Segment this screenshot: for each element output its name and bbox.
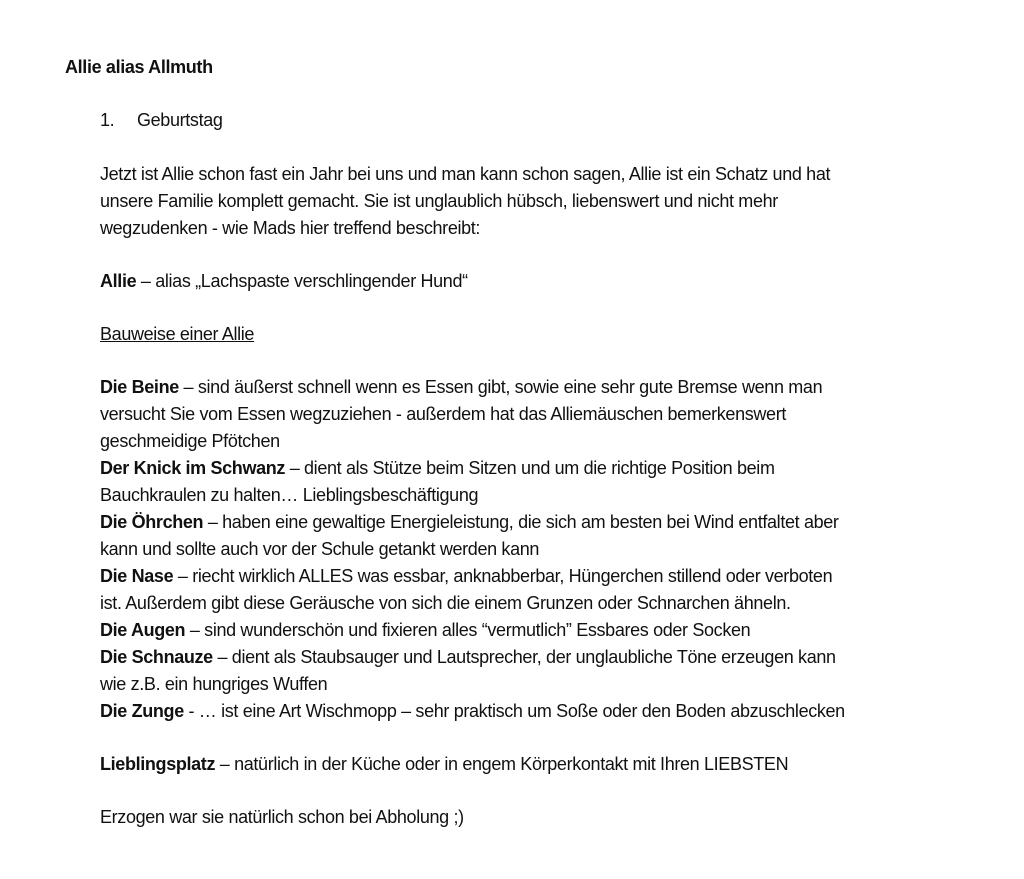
part-line (100, 700, 845, 722)
part-line (100, 646, 836, 668)
part-text: – haben eine gewaltige Energieleistung, die sich am besten bei Wind entfaltet aber (203, 512, 839, 532)
part-line: ist. Außerdem gibt diese Geräusche von sich die einem Grunzen oder Schnarchen ähneln. (100, 593, 791, 613)
part-title: Die Augen (100, 620, 186, 640)
alias-text: – alias „Lachspaste verschlingender Hund“ (136, 271, 468, 291)
part-text: – dient als Staubsauger und Lautsprecher, der unglaubliche Töne erzeugen kann (212, 647, 836, 667)
closing-line: Erzogen war sie natürlich schon bei Abholung ;) (100, 807, 464, 827)
favorite-bold: Lieblingsplatz (100, 754, 216, 774)
part-line: versucht Sie vom Essen wegzuziehen - außerdem hat das Alliemäuschen bemerkenswert (100, 404, 786, 424)
alias-bold: Allie (100, 271, 137, 291)
part-text: - … ist eine Art Wischmopp – sehr praktisch um Soße oder den Boden abzuschlecken (183, 701, 845, 721)
part-title: Die Öhrchen (100, 512, 204, 532)
part-line (100, 565, 832, 587)
favorite-line (100, 753, 788, 775)
part-line (100, 511, 839, 533)
part-title: Die Beine (100, 377, 179, 397)
part-text: – sind wunderschön und fixieren alles “vermutlich” Essbares oder Socken (185, 620, 751, 640)
part-text: – sind äußerst schnell wenn es Essen gibt, sowie eine sehr gute Bremse wenn man (178, 377, 823, 397)
favorite-text: – natürlich in der Küche oder in engem Körperkontakt mit Ihren LIEBSTEN (215, 754, 789, 774)
intro-line: wegzudenken - wie Mads hier treffend beschreibt: (100, 218, 481, 238)
alias-line (100, 270, 468, 292)
part-line: geschmeidige Pfötchen (100, 431, 280, 451)
part-title: Die Nase (100, 566, 174, 586)
part-line (100, 457, 775, 479)
part-line: wie z.B. ein hungriges Wuffen (100, 674, 328, 694)
part-line (100, 619, 750, 641)
part-line: Bauchkraulen zu halten… Lieblingsbeschäftigung (100, 485, 479, 505)
list-item-number: 1. (100, 110, 115, 130)
part-title: Die Schnauze (100, 647, 213, 667)
document-title: Allie alias Allmuth (65, 57, 213, 77)
part-title: Der Knick im Schwanz (100, 458, 286, 478)
intro-line: unsere Familie komplett gemacht. Sie ist unglaublich hübsch, liebenswert und nicht mehr (100, 191, 778, 211)
part-line: kann und sollte auch vor der Schule getankt werden kann (100, 539, 540, 559)
section-heading: Bauweise einer Allie (100, 324, 255, 344)
part-text: – riecht wirklich ALLES was essbar, anknabberbar, Hüngerchen stillend oder verboten (173, 566, 833, 586)
part-text: – dient als Stütze beim Sitzen und um die richtige Position beim (285, 458, 775, 478)
part-line (100, 376, 822, 398)
intro-line: Jetzt ist Allie schon fast ein Jahr bei uns und man kann schon sagen, Allie ist ein Schatz und hat (100, 164, 831, 184)
part-title: Die Zunge (100, 701, 184, 721)
list-item-text: Geburtstag (137, 110, 223, 130)
